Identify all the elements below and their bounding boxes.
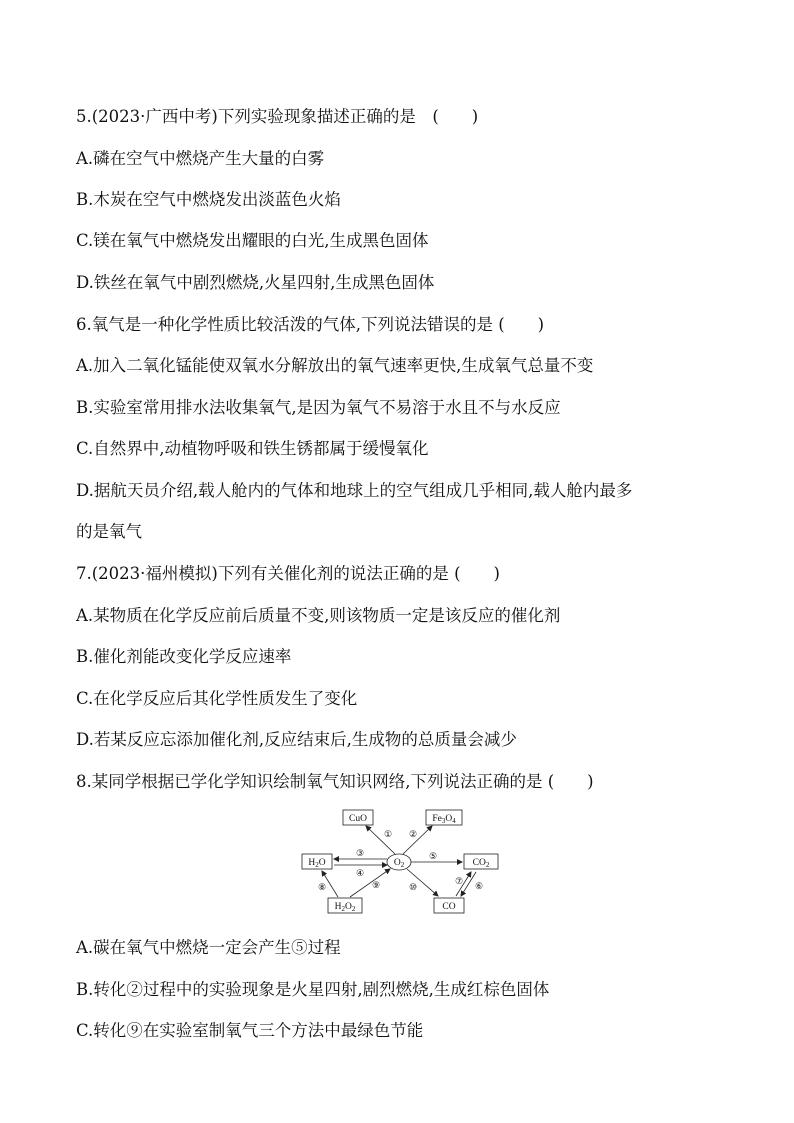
label-2: ②	[409, 829, 418, 839]
q8-option-c: C.转化⑨在实验室制氧气三个方法中最绿色节能	[76, 1021, 424, 1040]
q6-stem: 6.氧气是一种化学性质比较活泼的气体,下列说法错误的是 ( )	[76, 315, 545, 334]
q5-option-d: D.铁丝在氧气中剧烈燃烧,火星四射,生成黑色固体	[76, 273, 435, 292]
q6-option-c: C.自然界中,动植物呼吸和铁生锈都属于缓慢氧化	[76, 439, 429, 458]
node-co2: $CO_2$	[472, 858, 490, 869]
q6-option-a: A.加入二氧化锰能使双氧水分解放出的氧气速率更快,生成氧气总量不变	[76, 356, 594, 375]
q7-option-d: D.若某反应忘添加催化剂,反应结束后,生成物的总质量会减少	[76, 730, 517, 749]
q7-option-c: C.在化学反应后其化学性质发生了变化	[76, 689, 358, 708]
q5-option-c: C.镁在氧气中燃烧发出耀眼的白光,生成黑色固体	[76, 231, 429, 250]
label-7: ⑦	[455, 876, 464, 886]
q5-option-b: B.木炭在空气中燃烧发出淡蓝色火焰	[76, 190, 341, 209]
q5-stem: 5.(2023·广西中考)下列实验现象描述正确的是 ( )	[76, 107, 479, 126]
node-h2o: $H_2O$	[308, 858, 326, 869]
node-o2: $O_2$	[393, 858, 405, 869]
q8-option-b: B.转化②过程中的实验现象是火星四射,剧烈燃烧,生成红棕色固体	[76, 980, 550, 999]
q6-option-b: B.实验室常用排水法收集氧气,是因为氧气不易溶于水且不与水反应	[76, 398, 561, 417]
q5-option-a: A.磷在空气中燃烧产生大量的白雾	[76, 149, 325, 168]
q6-option-d-cont: 的是氧气	[76, 522, 142, 541]
label-5: ⑤	[429, 851, 438, 861]
label-9: ⑨	[372, 880, 381, 890]
node-cuo: CuO	[349, 814, 367, 824]
oxygen-network-diagram	[298, 804, 504, 916]
q8-stem: 8.某同学根据已学化学知识绘制氧气知识网络,下列说法正确的是 ( )	[76, 772, 594, 791]
node-h2o2: $H_2O_2$	[334, 902, 356, 913]
label-6: ⑥	[475, 881, 484, 891]
label-4: ④	[356, 868, 365, 878]
label-8: ⑧	[318, 882, 327, 892]
node-fe3o4: $Fe_3O_4$	[432, 814, 456, 825]
q8-option-a: A.碳在氧气中燃烧一定会产生⑤过程	[76, 938, 341, 957]
q6-option-d: D.据航天员介绍,载人舱内的气体和地球上的空气组成几乎相同,载人舱内最多	[76, 481, 633, 500]
label-10: ⑩	[409, 882, 418, 892]
q7-option-b: B.催化剂能改变化学反应速率	[76, 647, 292, 666]
label-3: ③	[356, 848, 365, 858]
q7-stem: 7.(2023·福州模拟)下列有关催化剂的说法正确的是 ( )	[76, 564, 500, 583]
node-co: CO	[442, 902, 456, 912]
q7-option-a: A.某物质在化学反应前后质量不变,则该物质一定是该反应的催化剂	[76, 606, 561, 625]
arrow-2	[403, 826, 432, 854]
label-1: ①	[384, 829, 393, 839]
